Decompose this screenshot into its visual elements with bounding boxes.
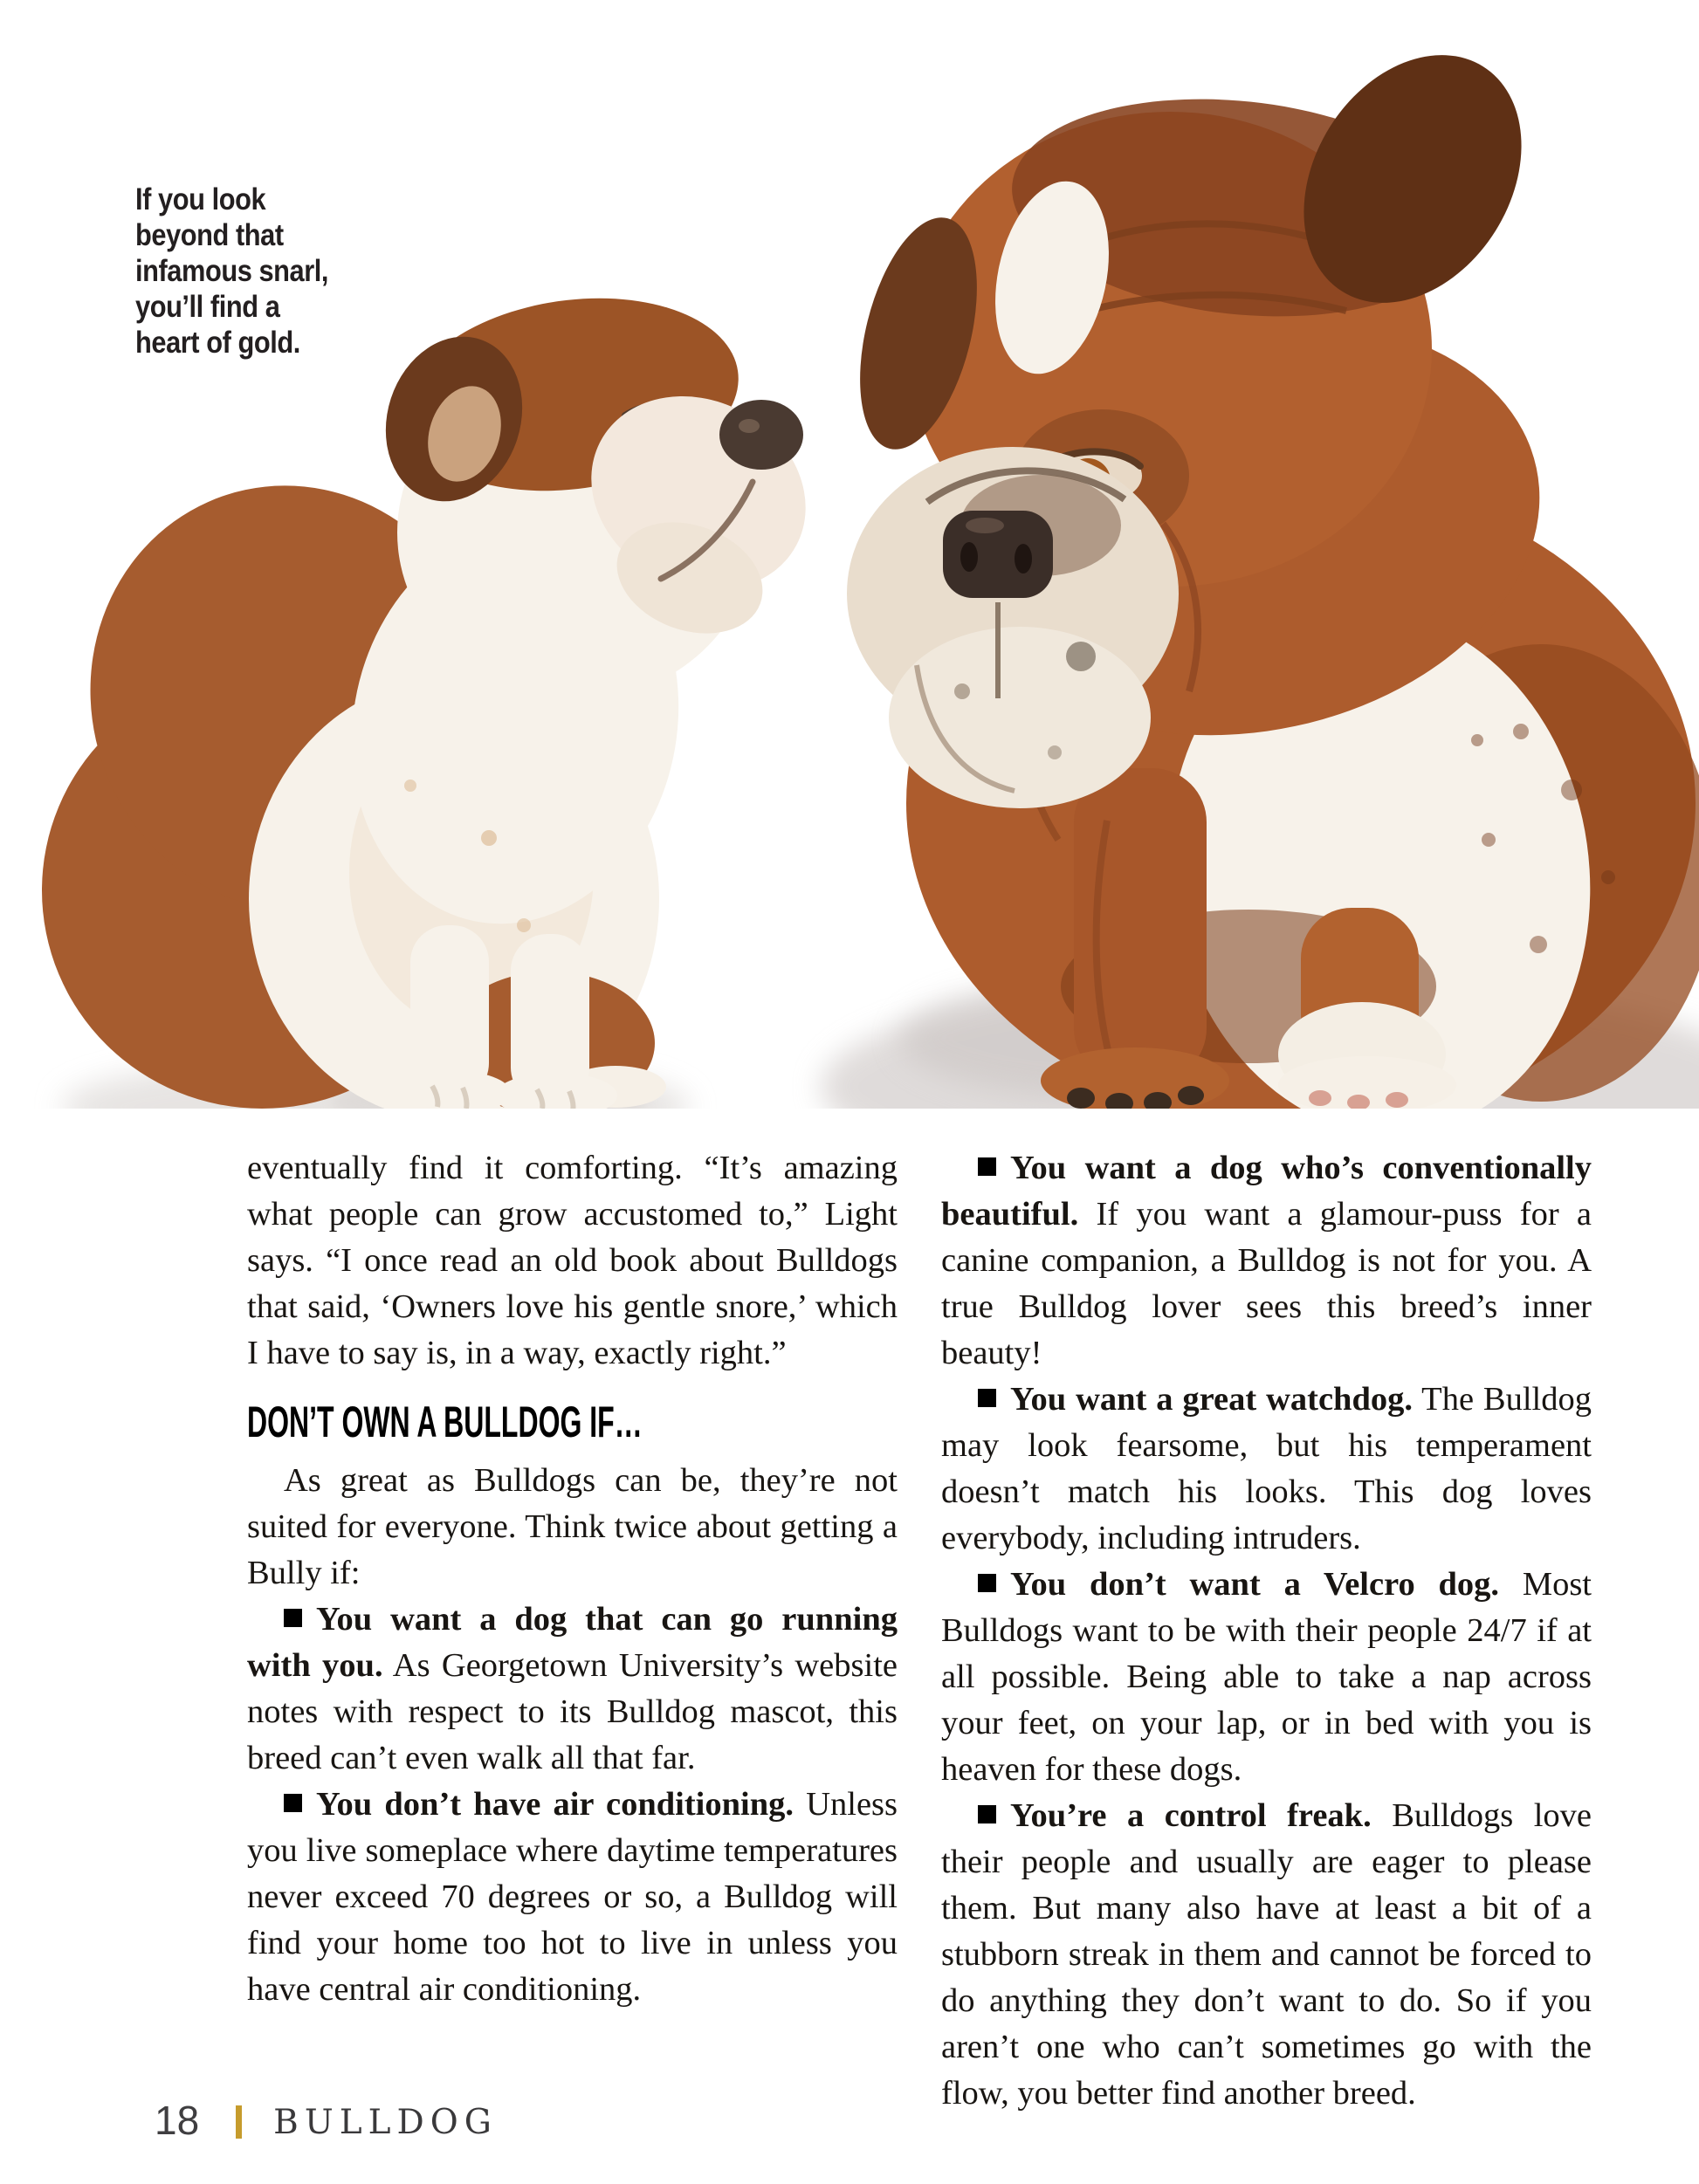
left-bulldog — [36, 278, 840, 1109]
bullet-item — [941, 1145, 1592, 1377]
bullet-square-icon — [978, 1389, 996, 1407]
bullet-text: Unless you live someplace where daytime temperatures never exceed 70 degrees or so, a Bulldog will find your home too hot to live in unless you have central air conditioning. — [247, 1786, 898, 2008]
bullet-text: Bulldogs love their people and usually are eager to please them. But many also have at least a bit of a stubborn streak in them and cannot be forced to do anything they don’t want to do. So if you aren’t one who can’t sometimes go with the flow, you better find another breed. — [941, 1797, 1592, 2112]
photo-caption — [135, 182, 328, 361]
bullet-square-icon — [284, 1609, 302, 1627]
book-title: BULLDOG — [273, 2102, 498, 2142]
right-dog-flews — [889, 627, 1151, 808]
photo-caption-line: beyond that — [135, 218, 284, 252]
bullet-square-icon — [978, 1574, 996, 1592]
bullet-item — [247, 1597, 898, 1782]
bullet-text: As Georgetown University’s website notes with respect to its Bulldog mascot, this breed can’t even walk all that far. — [247, 1647, 898, 1776]
bullet-text: If you want a glamour-puss for a canine companion, a Bulldog is not for you. A true Bulldog lover sees this breed’s inner beauty! — [941, 1196, 1592, 1371]
page-number: 18 — [155, 2098, 200, 2143]
left-text-column — [247, 1145, 898, 2013]
left-dog-nose — [719, 400, 803, 470]
bullet-text: The Bulldog may look fearsome, but his temperament doesn’t match his looks. This dog loves everybody, including intruders. — [941, 1381, 1592, 1556]
bullet-square-icon — [978, 1157, 996, 1176]
bullet-item — [941, 1793, 1592, 2117]
photo-caption-line: you’ll find a — [135, 290, 280, 324]
bullet-lead: You’re a control freak. — [1010, 1797, 1372, 1834]
photo-caption-line: If you look — [135, 182, 266, 216]
bullet-lead: You want a dog who’s conventionally beautiful. — [941, 1150, 1592, 1233]
bullet-lead: You want a dog that can go running with you. — [247, 1601, 898, 1684]
bullet-square-icon — [284, 1794, 302, 1812]
bullet-item — [941, 1377, 1592, 1562]
page-footer — [155, 2097, 498, 2144]
bullet-item — [941, 1562, 1592, 1793]
right-bulldog — [839, 15, 1699, 1109]
right-text-column — [941, 1145, 1592, 2117]
section-heading: DON’T OWN A BULLDOG IF… — [247, 1398, 643, 1446]
bullet-text: Most Bulldogs want to be with their people 24/7 if at all possible. Being able to take a nap across your feet, on your lap, or in bed with you is heaven for these dogs. — [941, 1566, 1592, 1788]
photo-caption-line: infamous snarl, — [135, 254, 329, 288]
intro-paragraph: eventually find it comforting. “It’s amazing what people can grow accustomed to,” Light says. “I once read an old book about Bulldogs that said, ‘Owners love his gentle snore,’ which I have to say is, in a way, exactly right.” — [247, 1150, 898, 1371]
bullet-lead: You want a great watchdog. — [1010, 1381, 1413, 1418]
bullet-item — [247, 1782, 898, 2013]
bullet-lead: You don’t want a Velcro dog. — [1010, 1566, 1500, 1603]
bullet-lead: You don’t have air conditioning. — [316, 1786, 794, 1823]
photo-caption-line: heart of gold. — [135, 326, 300, 360]
footer-divider — [236, 2105, 242, 2139]
bullet-square-icon — [978, 1805, 996, 1823]
section-intro-paragraph: As great as Bulldogs can be, they’re not suited for everyone. Think twice about getting a Bully if: — [247, 1462, 898, 1591]
